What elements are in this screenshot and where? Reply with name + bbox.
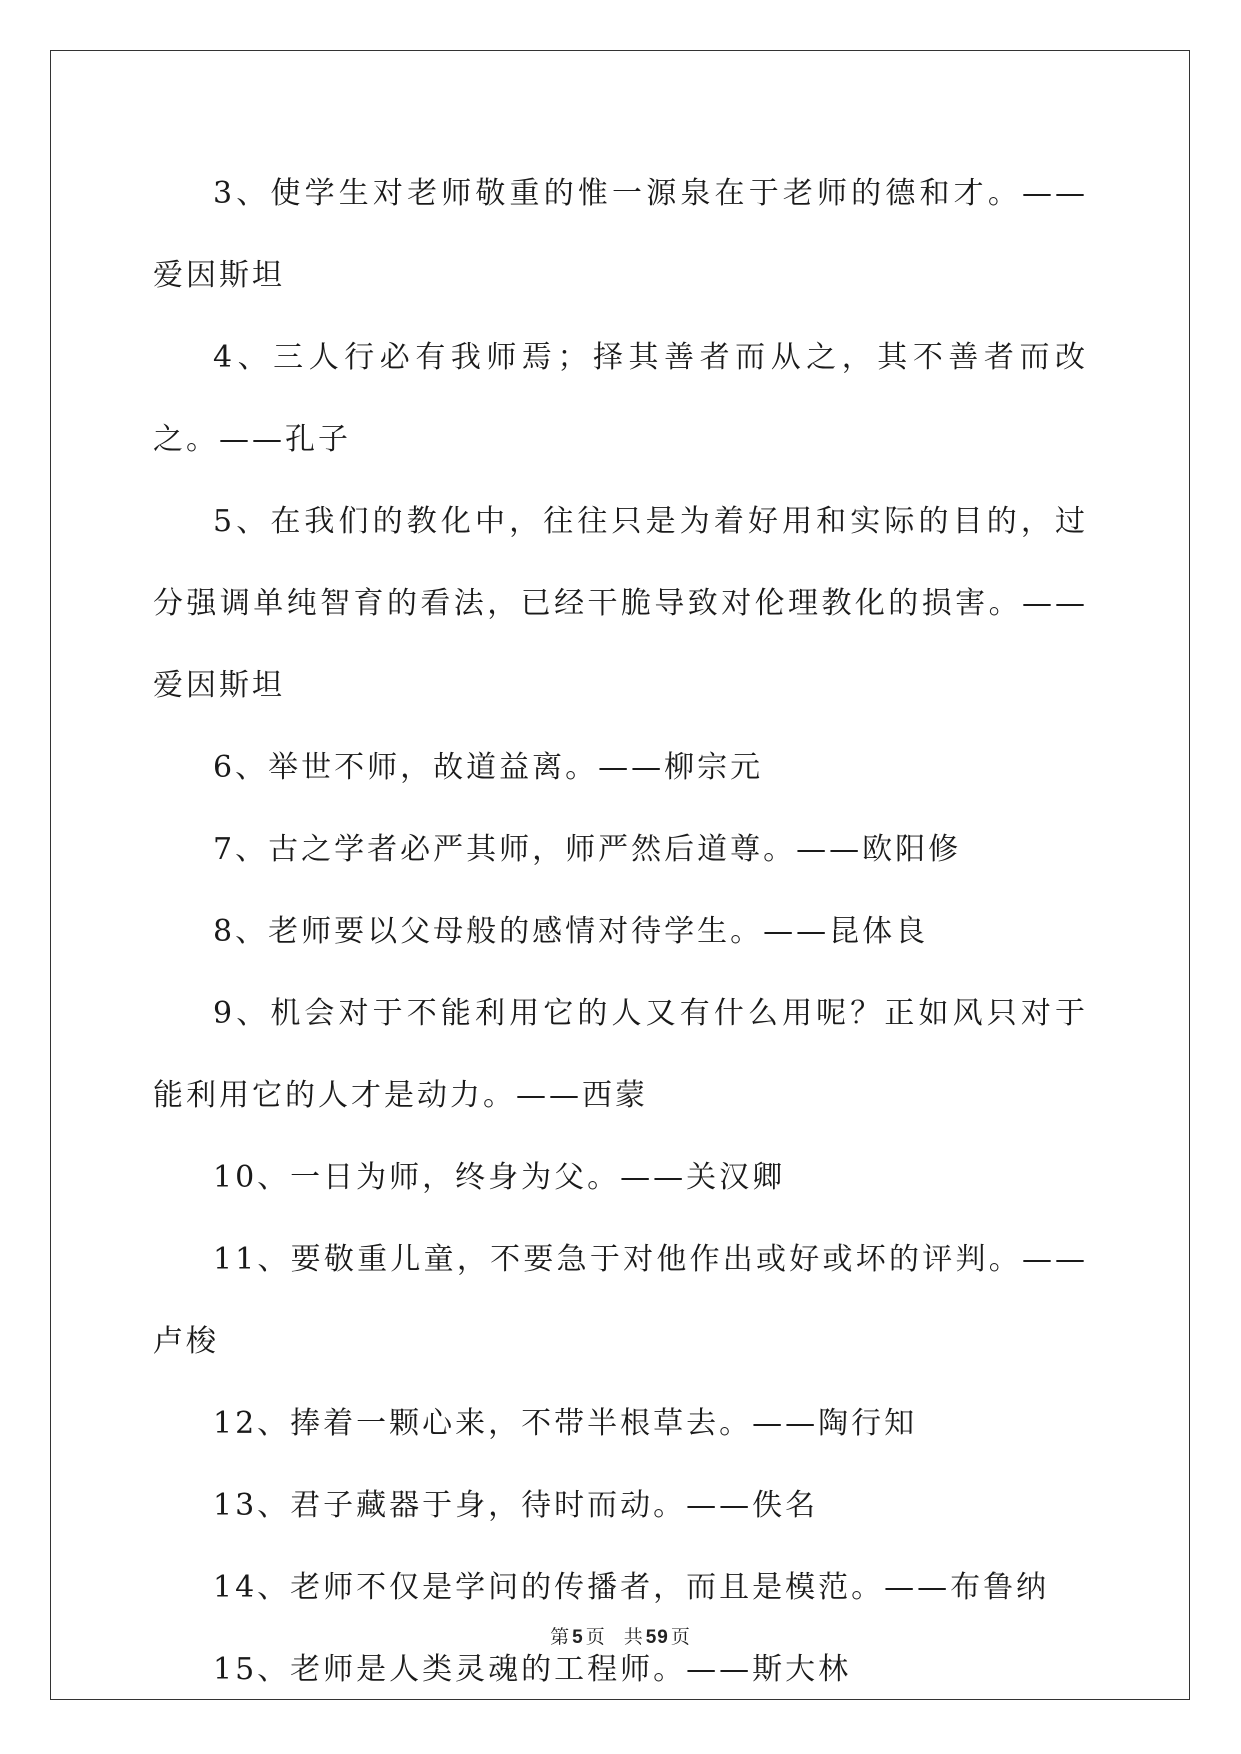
quote-item: 14、老师不仅是学问的传播者，而且是模范。——布鲁纳 bbox=[213, 1570, 1050, 1605]
total-pages-suffix: 页 bbox=[670, 1626, 691, 1648]
quote-item: 15、老师是人类灵魂的工程师。——斯大林 bbox=[213, 1652, 852, 1687]
page-number-suffix: 页 bbox=[585, 1626, 606, 1648]
quote-item: 11、要敬重儿童，不要急于对他作出或好或坏的评判。——卢梭 bbox=[153, 1242, 1088, 1359]
quote-item: 7、古之学者必严其师，师严然后道尊。——欧阳修 bbox=[213, 832, 962, 867]
quote-item: 13、君子藏器于身，待时而动。——佚名 bbox=[213, 1488, 819, 1523]
total-page-count: 59 bbox=[645, 1627, 669, 1648]
current-page-number: 5 bbox=[572, 1627, 584, 1648]
total-pages-prefix: 共 bbox=[623, 1626, 644, 1648]
quote-item: 10、一日为师，终身为父。——关汉卿 bbox=[213, 1160, 786, 1195]
quote-item: 5、在我们的教化中，往往只是为着好用和实际的目的，过分强调单纯智育的看法，已经干脆导致对伦理教化的损害。——爱因斯坦 bbox=[153, 504, 1088, 703]
quote-item: 3、使学生对老师敬重的惟一源泉在于老师的德和才。——爱因斯坦 bbox=[153, 176, 1088, 293]
quote-list bbox=[153, 153, 1088, 1711]
page-footer bbox=[0, 1622, 1241, 1649]
quote-item: 4、三人行必有我师焉；择其善者而从之，其不善者而改之。——孔子 bbox=[153, 340, 1088, 457]
quote-item: 9、机会对于不能利用它的人又有什么用呢？正如风只对于能利用它的人才是动力。——西蒙 bbox=[153, 996, 1088, 1113]
quote-item: 8、老师要以父母般的感情对待学生。——昆体良 bbox=[213, 914, 929, 949]
page-number-prefix: 第 bbox=[550, 1626, 571, 1648]
quote-item: 12、捧着一颗心来，不带半根草去。——陶行知 bbox=[213, 1406, 918, 1441]
quote-item: 6、举世不师，故道益离。——柳宗元 bbox=[213, 750, 764, 785]
